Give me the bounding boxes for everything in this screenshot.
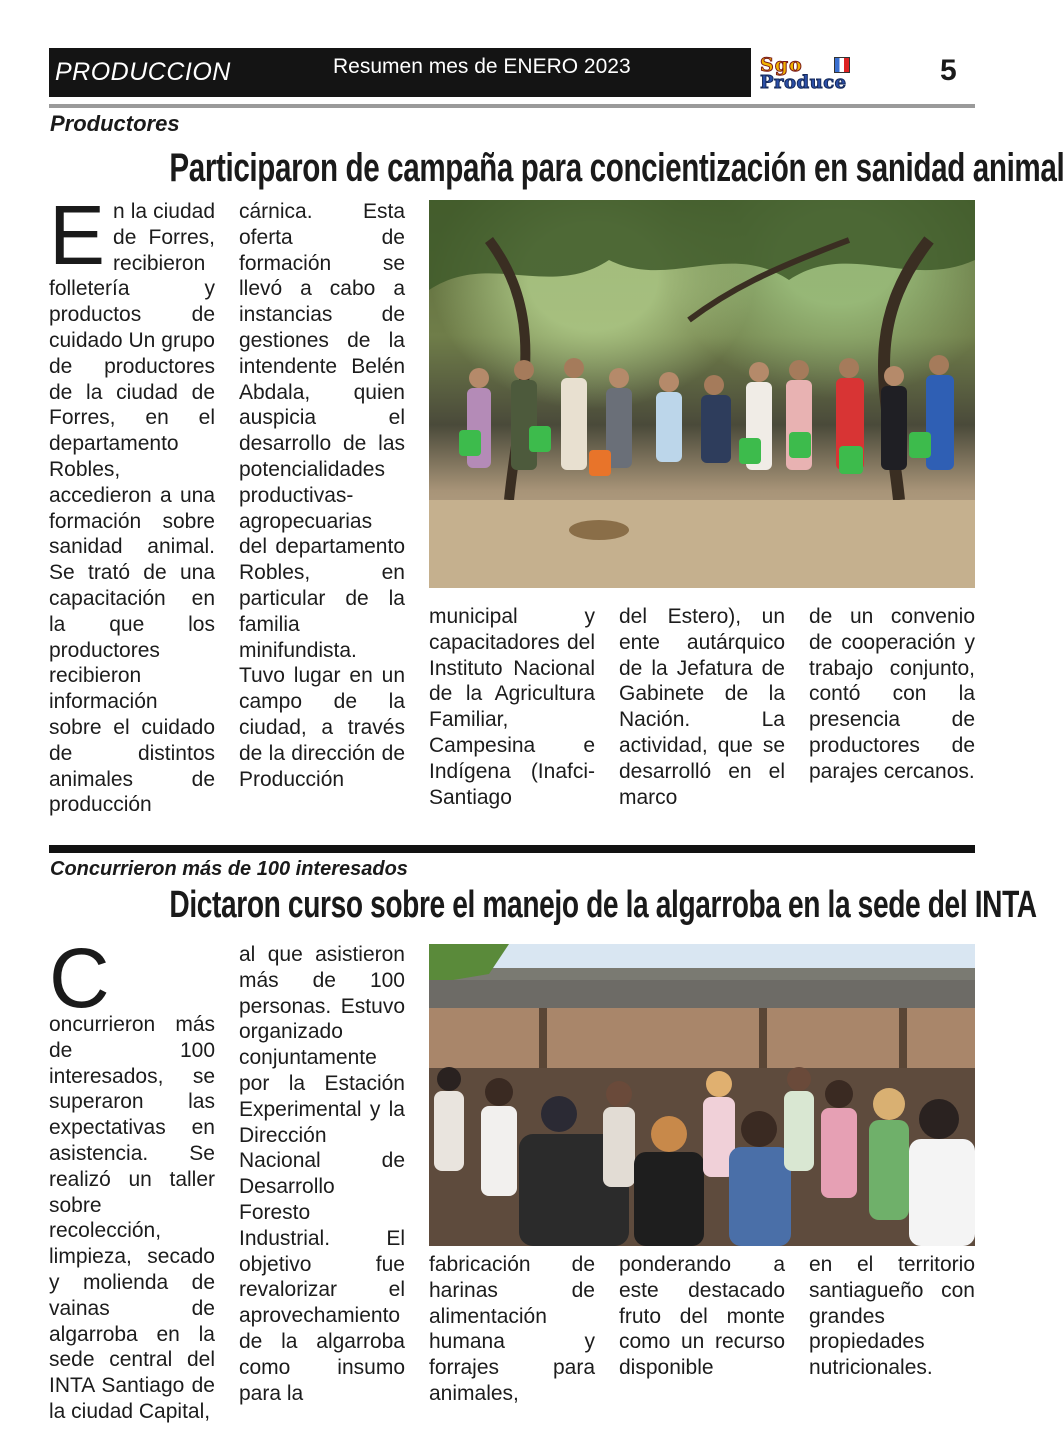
article-divider <box>49 845 975 853</box>
article2-dropcap: C <box>49 931 110 1025</box>
article2-column-5 <box>809 1252 975 1382</box>
article1-text-4: del Estero), un ente autárquico de la Jefatura de Gabinete de la Nación. La actividad, que se desarrolló en el marco <box>619 605 785 809</box>
producers-group-illustration <box>429 200 975 588</box>
article2-column-1 <box>49 931 215 1423</box>
article1-column-4 <box>619 604 785 824</box>
article1-column-3 <box>429 604 595 824</box>
article1-dropcap: E <box>49 188 106 282</box>
article1-headline: Participaron de campaña para concientización en sanidad animal <box>169 146 1064 190</box>
section-title: PRODUCCION <box>55 58 231 86</box>
article1-column-1 <box>49 188 215 821</box>
article2-text-4: ponderando a este destacado fruto del monte como un recurso disponible <box>619 1253 785 1380</box>
section-header-bar <box>49 48 751 97</box>
header-divider <box>49 104 975 108</box>
article2-headline: Dictaron curso sobre el manejo de la algarroba en la sede del INTA <box>169 884 1037 926</box>
article2-photo-inta-workshop <box>429 944 975 1246</box>
logo-top-text: Sgo <box>760 54 803 76</box>
article2-column-4 <box>619 1252 785 1382</box>
flag-icon <box>834 57 850 73</box>
article1-text-3: municipal y capacitadores del Instituto Nacional de la Agricultura Familiar, Campesina e Indígena (Inafci-Santiago <box>429 605 595 809</box>
article1-photo-producers-group <box>429 200 975 588</box>
article2-text-1: oncurrieron más de 100 interesados, se superaron las expectativas en asistencia. Se realizó un taller sobre recolección, limpieza, secado y molienda de vainas de algarroba en la sede central del INTA Santiago de la ciudad Capital, <box>49 1013 215 1423</box>
article1-column-2 <box>239 199 405 821</box>
issue-label: Resumen mes de ENERO 2023 <box>333 55 631 78</box>
article2-column-3 <box>429 1252 595 1405</box>
logo-bottom-text: Produce <box>760 72 847 93</box>
inta-workshop-illustration <box>429 944 975 1246</box>
article1-text-1: n la ciudad de Forres, recibieron folletería y productos de cuidado Un grupo de productores de la ciudad de Forres, en el departamento Robles, accedieron a una formación sobre sanidad animal. Se trató de una capacitación en la que los productores recibieron información sobre el cuidado de distintos animales de producción <box>49 200 215 817</box>
article2-text-2: al que asistieron más de 100 personas. Estuvo organizado conjuntamente por la Estación Experimental y la Dirección Nacional de Desarrollo Foresto Industrial. El objetivo fue revalorizar el aprovechamiento de la algarroba como insumo para la <box>239 943 405 1405</box>
article2-kicker: Concurrieron más de 100 interesados <box>50 858 408 880</box>
article1-text-2: cárnica. Esta oferta de formación se llevó a cabo a instancias de gestiones de la intendente Belén Abdala, quien auspicia el desarrollo de las potencialidades productivas-agropecuarias del departamento Robles, en particular de la familia minifundista. Tuvo lugar en un campo de la ciudad, a través de la dirección de Producción <box>239 200 405 791</box>
article1-kicker: Productores <box>50 111 180 136</box>
article1-text-5: de un convenio de cooperación y trabajo conjunto, contó con la presencia de productores de parajes cercanos. <box>809 605 975 783</box>
article2-text-5: en el territorio santiagueño con grandes propiedades nutricionales. <box>809 1253 975 1380</box>
article2-column-2 <box>239 942 405 1405</box>
article1-column-5 <box>809 604 975 824</box>
article2-text-3: fabricación de harinas de alimentación humana y forrajes para animales, <box>429 1253 595 1405</box>
sgo-produce-logo <box>758 54 898 94</box>
page-number: 5 <box>940 54 957 87</box>
